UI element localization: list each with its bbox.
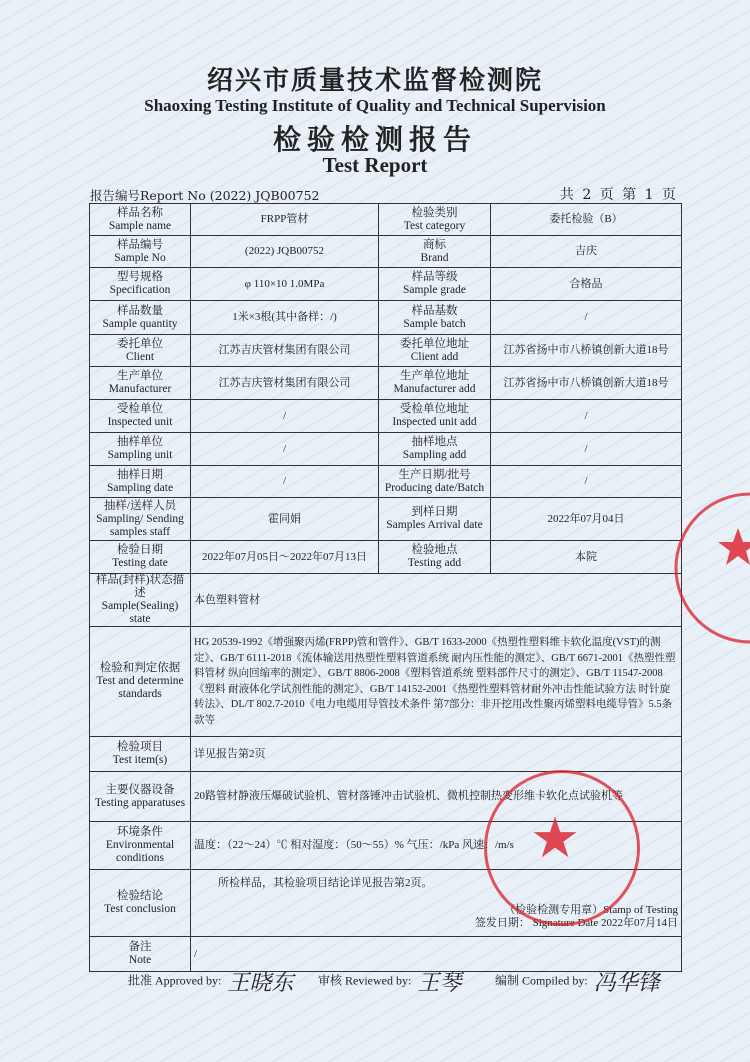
table-row bbox=[90, 498, 682, 541]
field-label: 委托单位地址 Client add bbox=[379, 335, 491, 367]
table-row bbox=[90, 301, 682, 335]
report-title-cn: 检验检测报告 bbox=[272, 123, 477, 156]
table-row bbox=[90, 335, 682, 367]
field-label: 到样日期 Samples Arrival date bbox=[379, 498, 491, 541]
field-label: 样品名称 Sample name bbox=[90, 204, 191, 236]
field-value: 霍同娟 bbox=[191, 498, 379, 541]
field-label: 检验和判定依据 Test and determine standards bbox=[90, 627, 191, 737]
field-value: 江苏吉庆管材集团有限公司 bbox=[191, 335, 379, 367]
field-label: 主要仪器设备 Testing apparatuses bbox=[90, 772, 191, 822]
reviewed-signature: 王琴 bbox=[417, 971, 462, 996]
field-label: 检验地点 Testing add bbox=[379, 541, 491, 574]
compiled-signature: 冯华锋 bbox=[593, 971, 660, 996]
institute-title-cn: 绍兴市质量技术监督检测院 bbox=[206, 66, 543, 96]
field-value: / bbox=[191, 400, 379, 433]
field-label: 型号规格 Specification bbox=[90, 268, 191, 301]
table-row bbox=[90, 367, 682, 400]
table-row bbox=[90, 627, 682, 737]
field-value: (2022) JQB00752 bbox=[191, 236, 379, 268]
field-value: 2022年07月05日～2022年07月13日 bbox=[191, 541, 379, 574]
field-label: 受检单位 Inspected unit bbox=[90, 400, 191, 433]
field-label: 委托单位 Client bbox=[90, 335, 191, 367]
approved-signature: 王晓东 bbox=[227, 971, 294, 996]
table-row bbox=[90, 574, 682, 627]
field-label: 环境条件 Environmental conditions bbox=[90, 822, 191, 870]
field-value: / bbox=[191, 466, 379, 498]
field-value: 江苏省扬中市八桥镇创新大道18号 bbox=[491, 367, 682, 400]
field-value: 本院 bbox=[491, 541, 682, 574]
field-label: 检验项目 Test item(s) bbox=[90, 737, 191, 772]
field-value: 吉庆 bbox=[491, 236, 682, 268]
field-value: 1米×3根(其中备样：/) bbox=[191, 301, 379, 335]
field-value: / bbox=[191, 433, 379, 466]
table-row bbox=[90, 737, 682, 772]
field-label: 抽样/送样人员 Sampling/ Sending samples staff bbox=[90, 498, 191, 541]
field-value: 温度：（22～24）℃ 相对湿度：（50～55）% 气压：/kPa 风速：/m/s bbox=[191, 822, 682, 870]
field-label: 样品等级 Sample grade bbox=[379, 268, 491, 301]
field-label: 备注 Note bbox=[90, 937, 191, 972]
field-value: 江苏省扬中市八桥镇创新大道18号 bbox=[491, 335, 682, 367]
field-label: 生产日期/批号 Producing date/Batch bbox=[379, 466, 491, 498]
field-label: 商标 Brand bbox=[379, 236, 491, 268]
field-value: / bbox=[491, 400, 682, 433]
field-label: 受检单位地址 Inspected unit add bbox=[379, 400, 491, 433]
institute-title-en: Shaoxing Testing Institute of Quality and Technical Supervision bbox=[144, 96, 606, 115]
field-value: 20路管材静液压爆破试验机、管材落锤冲击试验机、微机控制热变形维卡软化点试验机等 bbox=[191, 772, 682, 822]
table-row bbox=[90, 433, 682, 466]
table-row bbox=[90, 400, 682, 433]
field-label: 生产单位地址 Manufacturer add bbox=[379, 367, 491, 400]
field-label: 样品编号 Sample No bbox=[90, 236, 191, 268]
table-row bbox=[90, 541, 682, 574]
field-label: 检验结论 Test conclusion bbox=[90, 870, 191, 937]
compiled-by: 编制 Compiled by: 冯华锋 bbox=[495, 971, 660, 996]
field-value: 江苏吉庆管材集团有限公司 bbox=[191, 367, 379, 400]
field-value: 委托检验（B） bbox=[491, 204, 682, 236]
field-label: 抽样日期 Sampling date bbox=[90, 466, 191, 498]
stamp-star-icon bbox=[718, 528, 750, 565]
field-value: HG 20539-1992《增强聚丙烯(FRPP)管和管件》、GB/T 1633-2000《热塑性塑料维卡软化温度(VST)的测定》、GB/T 6111-2018《流体输送用热塑性塑料管道系统 耐内压性能的测定》、GB/T 6671-2001《热塑性塑料管材 纵向回缩率的测定》、GB/T 8806-2008《塑料管道系统 塑料部件尺寸的测定》、GB/T 11547-2008《塑料 耐液体化学试剂性能的测定》、GB/T 14152-2001《热塑性塑料管材耐外冲击性能试验方法 时针旋转法》、DL/T 802.7-2010《电力电缆用导管技术条件 第7部分：非开挖用改性聚丙烯塑料电缆导管》5.5条款等 bbox=[191, 627, 682, 737]
field-value: 合格品 bbox=[491, 268, 682, 301]
field-label: 抽样单位 Sampling unit bbox=[90, 433, 191, 466]
field-value: φ 110×10 1.0MPa bbox=[191, 268, 379, 301]
field-label: 检验类别 Test category bbox=[379, 204, 491, 236]
field-value: / bbox=[191, 937, 682, 972]
field-label: 样品数量 Sample quantity bbox=[90, 301, 191, 335]
page-count: 共 2 页 第 1 页 bbox=[559, 187, 678, 203]
table-row bbox=[90, 268, 682, 301]
table-row bbox=[90, 236, 682, 268]
table-row bbox=[90, 466, 682, 498]
field-label: 检验日期 Testing date bbox=[90, 541, 191, 574]
field-label: 样品(封样)状态描述 Sample(Sealing) state bbox=[90, 574, 191, 627]
field-value: 本色塑料管材 bbox=[191, 574, 682, 627]
field-value: / bbox=[491, 433, 682, 466]
field-label: 样品基数 Sample batch bbox=[379, 301, 491, 335]
field-label: 抽样地点 Sampling add bbox=[379, 433, 491, 466]
field-label: 生产单位 Manufacturer bbox=[90, 367, 191, 400]
field-value: / bbox=[491, 301, 682, 335]
field-value: FRPP管材 bbox=[191, 204, 379, 236]
field-value: 2022年07月04日 bbox=[491, 498, 682, 541]
report-number: 报告编号Report No (2022) JQB00752 bbox=[90, 188, 320, 203]
approved-by: 批准 Approved by: 王晓东 bbox=[128, 971, 294, 996]
table-row bbox=[90, 204, 682, 236]
field-value: 所检样品，其检验项目结论详见报告第2页。 （检验检测专用章）Stamp of Testing 签发日期： Signature Date 2022年07月14日 bbox=[191, 870, 682, 937]
stamp-star-icon: ★ bbox=[530, 806, 581, 871]
field-value: / bbox=[491, 466, 682, 498]
report-title-en: Test Report bbox=[322, 153, 428, 177]
field-value: 详见报告第2页 bbox=[191, 737, 682, 772]
official-stamp-right bbox=[672, 490, 750, 646]
reviewed-by: 审核 Reviewed by: 王琴 bbox=[318, 971, 462, 996]
